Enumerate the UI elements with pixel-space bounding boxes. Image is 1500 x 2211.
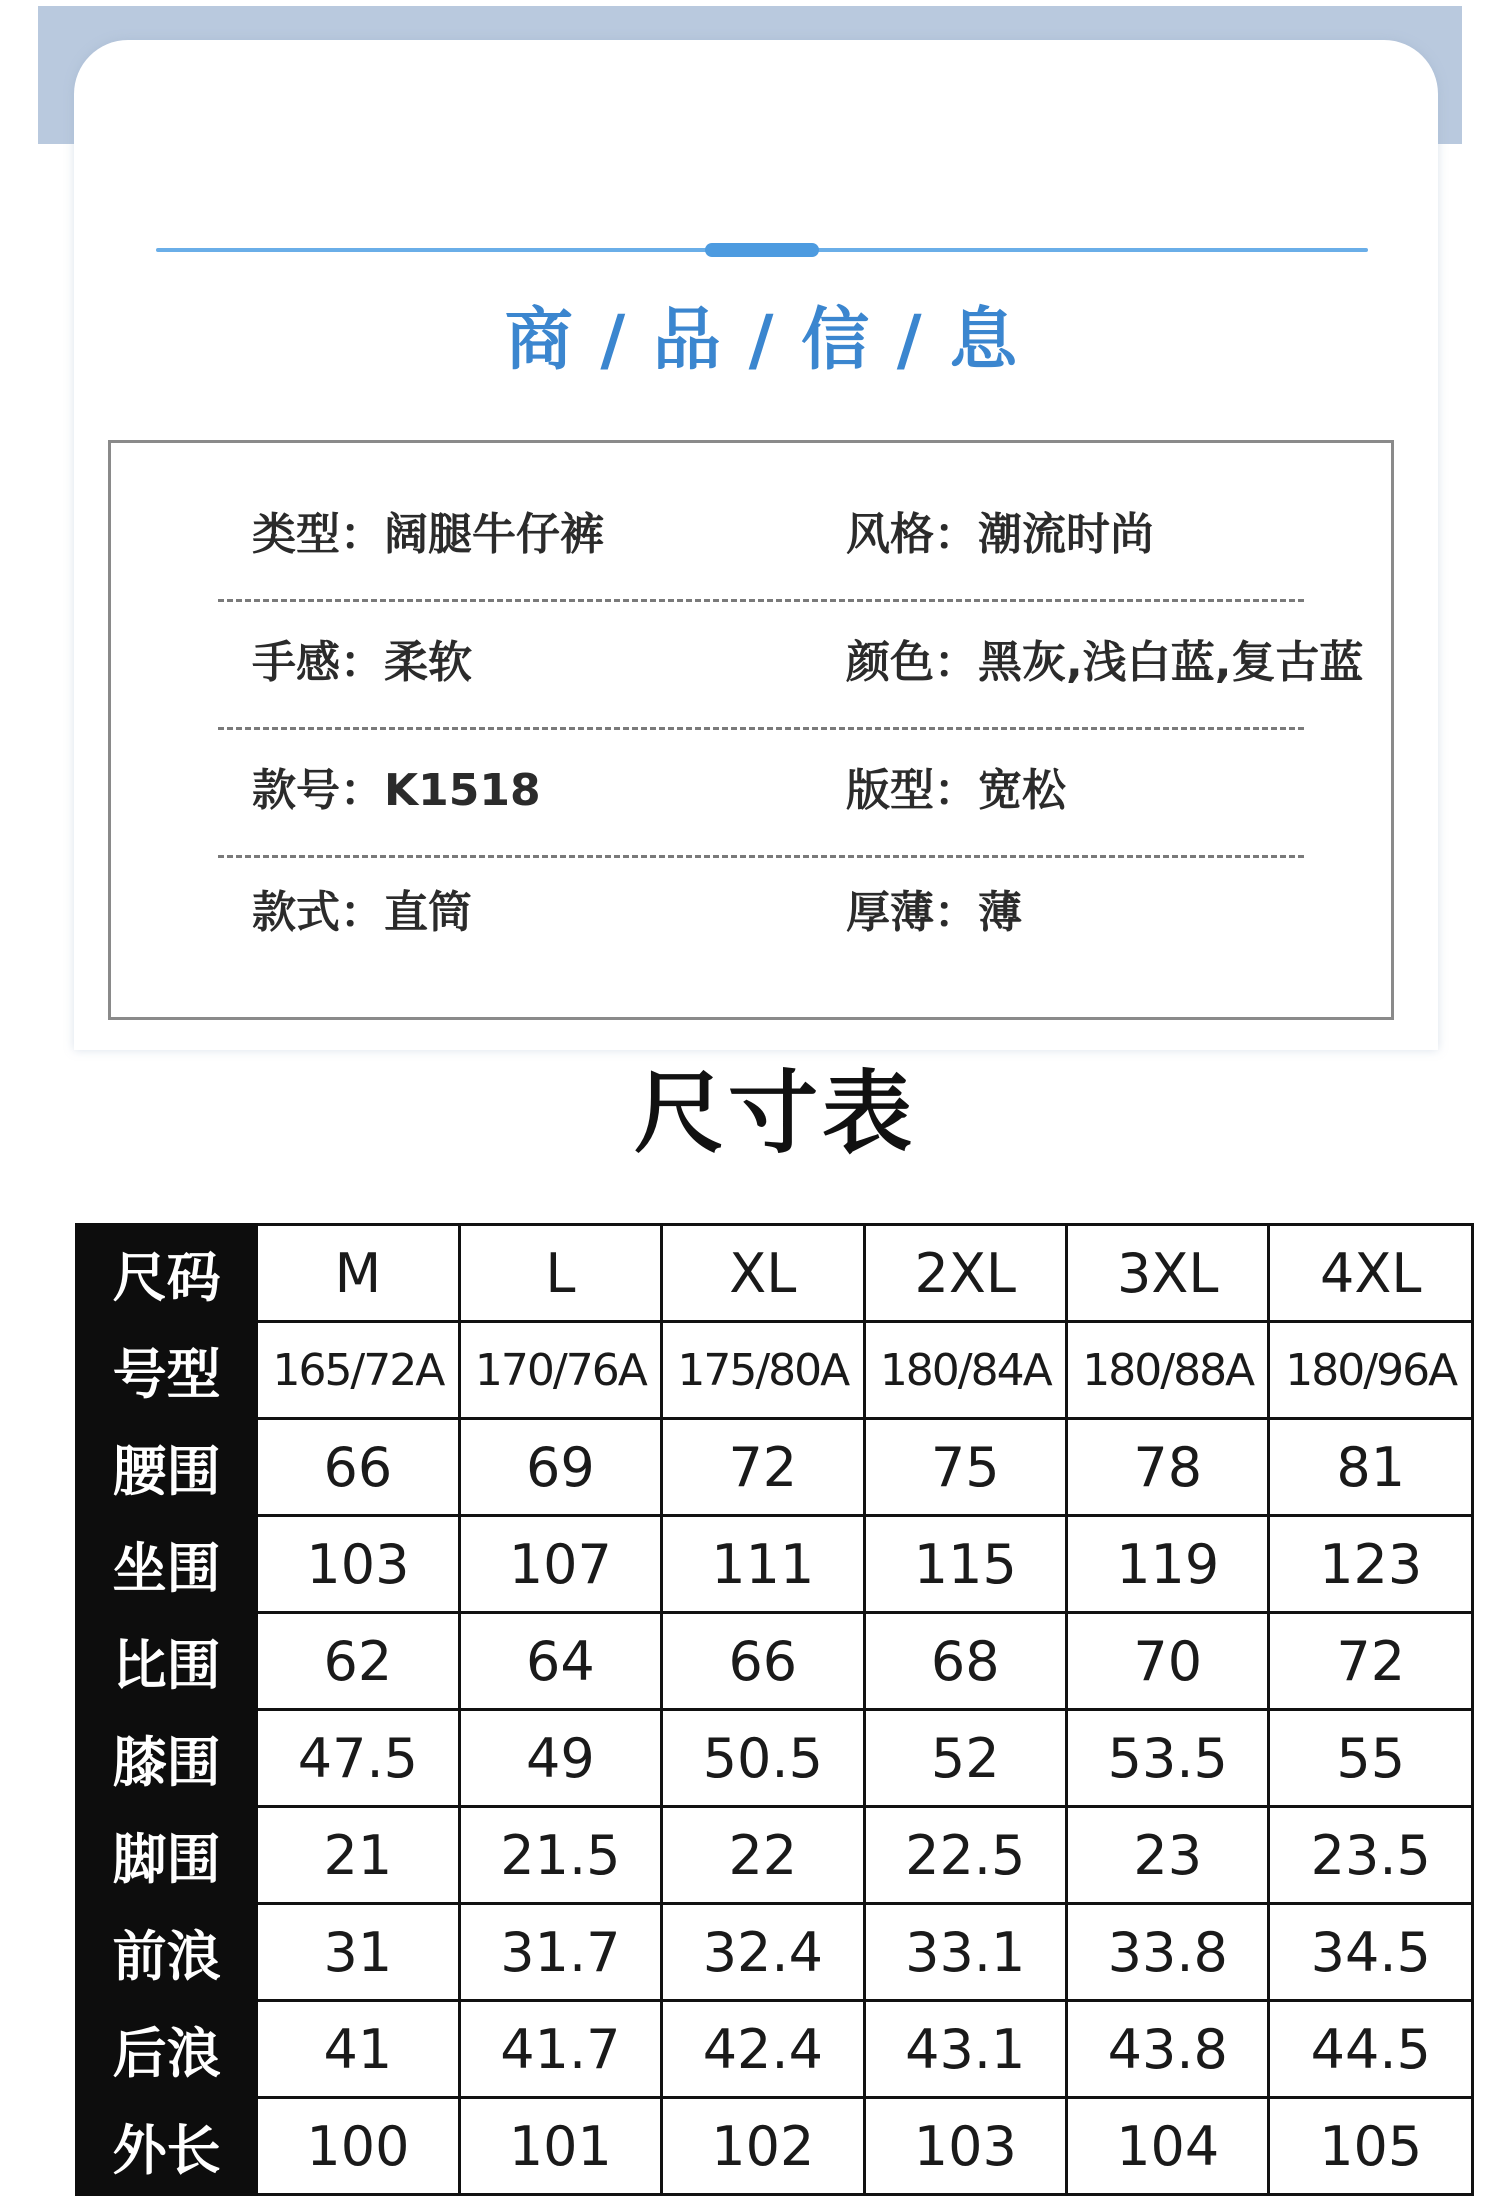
table-cell: 165/72A bbox=[257, 1322, 459, 1419]
table-cell: 72 bbox=[1269, 1613, 1473, 1710]
table-cell: 22 bbox=[662, 1807, 864, 1904]
table-row bbox=[77, 1613, 1473, 1710]
table-cell: 101 bbox=[459, 2098, 661, 2195]
table-cell: 66 bbox=[662, 1613, 864, 1710]
table-row bbox=[77, 1225, 1473, 1322]
table-cell: 44.5 bbox=[1269, 2001, 1473, 2098]
table-row bbox=[77, 1516, 1473, 1613]
table-cell: 41.7 bbox=[459, 2001, 661, 2098]
row-label: 腰围 bbox=[77, 1419, 257, 1516]
decorative-divider-accent bbox=[705, 243, 819, 257]
info-fit: 版型：宽松 bbox=[846, 765, 1066, 816]
row-label: 号型 bbox=[77, 1322, 257, 1419]
table-cell: L bbox=[459, 1225, 661, 1322]
table-cell: 34.5 bbox=[1269, 1904, 1473, 2001]
table-cell: 170/76A bbox=[459, 1322, 661, 1419]
info-row bbox=[218, 602, 1364, 730]
table-cell: 43.1 bbox=[864, 2001, 1066, 2098]
row-label: 后浪 bbox=[77, 2001, 257, 2098]
table-cell: 53.5 bbox=[1067, 1710, 1269, 1807]
table-cell: 31 bbox=[257, 1904, 459, 2001]
table-cell: 32.4 bbox=[662, 1904, 864, 2001]
table-cell: 115 bbox=[864, 1516, 1066, 1613]
table-row bbox=[77, 2001, 1473, 2098]
row-label: 前浪 bbox=[77, 1904, 257, 2001]
table-cell: 49 bbox=[459, 1710, 661, 1807]
table-cell: 2XL bbox=[864, 1225, 1066, 1322]
table-cell: 100 bbox=[257, 2098, 459, 2195]
info-type: 类型：阔腿牛仔裤 bbox=[252, 509, 604, 560]
info-row bbox=[218, 852, 1304, 980]
row-label: 比围 bbox=[77, 1613, 257, 1710]
table-cell: 68 bbox=[864, 1613, 1066, 1710]
table-cell: 52 bbox=[864, 1710, 1066, 1807]
table-cell: 175/80A bbox=[662, 1322, 864, 1419]
table-cell: 50.5 bbox=[662, 1710, 864, 1807]
info-cut: 款式：直筒 bbox=[252, 887, 472, 938]
table-cell: 103 bbox=[864, 2098, 1066, 2195]
table-row bbox=[77, 1419, 1473, 1516]
info-thickness: 厚薄：薄 bbox=[846, 887, 1022, 938]
table-cell: 47.5 bbox=[257, 1710, 459, 1807]
table-cell: 66 bbox=[257, 1419, 459, 1516]
table-cell: 111 bbox=[662, 1516, 864, 1613]
table-cell: 41 bbox=[257, 2001, 459, 2098]
table-cell: M bbox=[257, 1225, 459, 1322]
info-row bbox=[218, 730, 1304, 858]
table-cell: 75 bbox=[864, 1419, 1066, 1516]
table-cell: 43.8 bbox=[1067, 2001, 1269, 2098]
row-label: 膝围 bbox=[77, 1710, 257, 1807]
row-label: 坐围 bbox=[77, 1516, 257, 1613]
table-cell: 55 bbox=[1269, 1710, 1473, 1807]
table-cell: 31.7 bbox=[459, 1904, 661, 2001]
table-cell: 33.1 bbox=[864, 1904, 1066, 2001]
table-cell: 107 bbox=[459, 1516, 661, 1613]
table-cell: 69 bbox=[459, 1419, 661, 1516]
table-cell: 33.8 bbox=[1067, 1904, 1269, 2001]
table-cell: 81 bbox=[1269, 1419, 1473, 1516]
table-cell: 3XL bbox=[1067, 1225, 1269, 1322]
table-cell: 62 bbox=[257, 1613, 459, 1710]
table-row bbox=[77, 1904, 1473, 2001]
table-row bbox=[77, 1807, 1473, 1904]
table-row bbox=[77, 1322, 1473, 1419]
table-cell: 42.4 bbox=[662, 2001, 864, 2098]
table-cell: 119 bbox=[1067, 1516, 1269, 1613]
table-cell: 72 bbox=[662, 1419, 864, 1516]
table-cell: 105 bbox=[1269, 2098, 1473, 2195]
table-cell: 104 bbox=[1067, 2098, 1269, 2195]
table-cell: 123 bbox=[1269, 1516, 1473, 1613]
table-cell: 102 bbox=[662, 2098, 864, 2195]
info-color: 颜色：黑灰,浅白蓝,复古蓝 bbox=[846, 637, 1364, 688]
info-feel: 手感：柔软 bbox=[252, 637, 472, 688]
table-cell: 180/84A bbox=[864, 1322, 1066, 1419]
table-cell: 78 bbox=[1067, 1419, 1269, 1516]
row-label: 外长 bbox=[77, 2098, 257, 2195]
table-cell: 4XL bbox=[1269, 1225, 1473, 1322]
size-chart-table bbox=[75, 1223, 1474, 2196]
row-label: 尺码 bbox=[77, 1225, 257, 1322]
row-label: 脚围 bbox=[77, 1807, 257, 1904]
table-cell: 70 bbox=[1067, 1613, 1269, 1710]
table-cell: 22.5 bbox=[864, 1807, 1066, 1904]
table-cell: 21.5 bbox=[459, 1807, 661, 1904]
table-row bbox=[77, 2098, 1473, 2195]
info-row bbox=[218, 474, 1304, 602]
table-cell: 23 bbox=[1067, 1807, 1269, 1904]
table-cell: 64 bbox=[459, 1613, 661, 1710]
table-cell: 23.5 bbox=[1269, 1807, 1473, 1904]
size-chart-title: 尺寸表 bbox=[634, 1061, 916, 1166]
table-cell: XL bbox=[662, 1225, 864, 1322]
table-cell: 180/88A bbox=[1067, 1322, 1269, 1419]
table-cell: 180/96A bbox=[1269, 1322, 1473, 1419]
table-cell: 103 bbox=[257, 1516, 459, 1613]
section-title: 商 / 品 / 信 / 息 bbox=[504, 301, 1020, 380]
table-cell: 21 bbox=[257, 1807, 459, 1904]
table-row bbox=[77, 1710, 1473, 1807]
info-model-number: 款号：K1518 bbox=[252, 765, 541, 816]
info-style: 风格：潮流时尚 bbox=[846, 509, 1154, 560]
